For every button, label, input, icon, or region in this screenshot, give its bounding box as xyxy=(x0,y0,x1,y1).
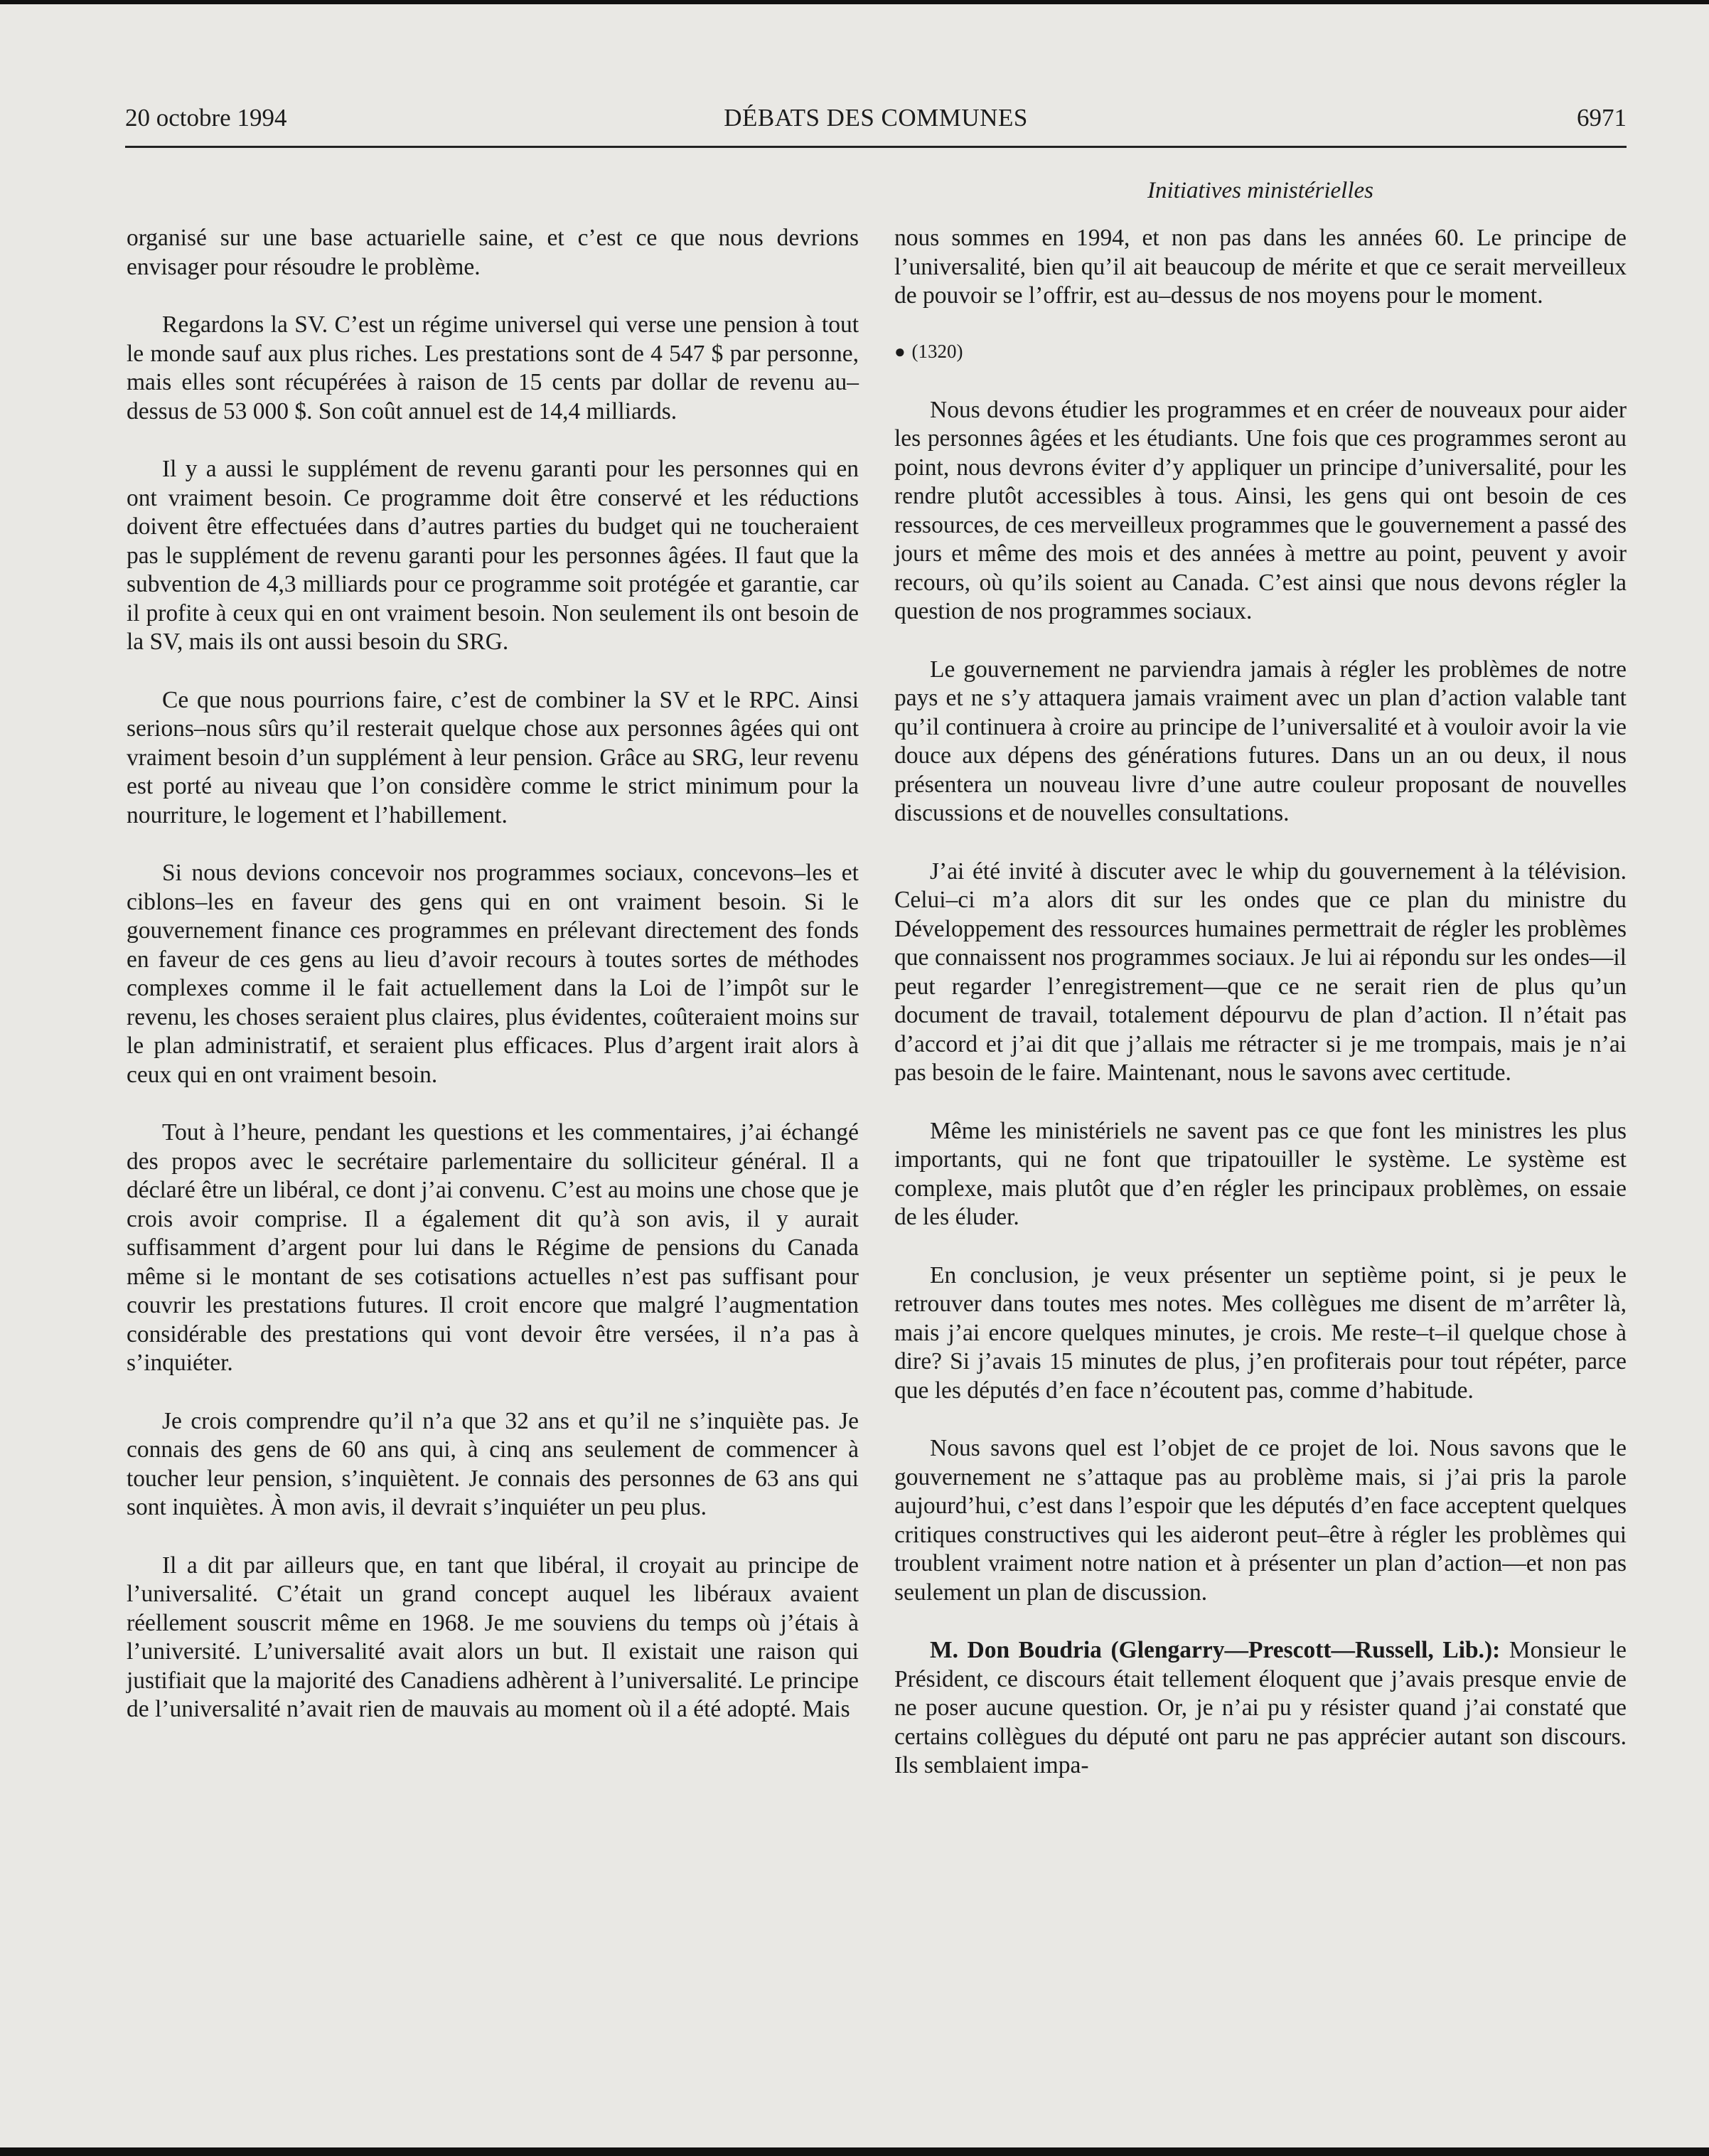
section-title: Initiatives ministérielles xyxy=(1147,178,1374,203)
paragraph: J’ai été invité à discuter avec le whip du gouvernement à la télévision. Celui–ci m’a alors dit sur les ondes que ce plan du ministre du Développement des ressources humaines permettrait de régler les problèmes que connaissent nos programmes sociaux. Je lui ai répondu sur les ondes—il peut regarder l’enregistrement—que ce ne serait rien de plus qu’un document de travail, totalement dépourvu de plan d’action. Il n’était pas d’accord et j’ai dit que j’allais me rétracter si je me trompais, mais je n’ai pas besoin de le faire. Maintenant, nous le savons avec certitude. xyxy=(894,858,1627,1086)
time-marker-text: (1320) xyxy=(911,340,963,362)
scan-edge-bottom xyxy=(0,2147,1709,2156)
paragraph: Le gouvernement ne parviendra jamais à régler les problèmes de notre pays et ne s’y attaquera jamais vraiment avec un plan d’action valable tant qu’il continuera à croire au principe de l’universalité et à vouloir avoir la vie douce aux dépens des générations futures. Dans un an ou deux, il nous présentera un nouveau livre d’une autre couleur proposant de nouvelles discussions et de nouvelles consultations. xyxy=(894,656,1627,826)
left-column xyxy=(127,224,859,1754)
paragraph: Il y a aussi le supplément de revenu garanti pour les personnes qui en ont vraiment besoin. Ce programme doit être conservé et les réductions doivent être effectuées dans d’autres parties du budget qui ne toucheraient pas le supplément de revenu garanti pour les personnes âgées. Il faut que la subvention de 4,3 milliards pour ce programme soit protégée et garantie, car il profite à ceux qui en ont vraiment besoin. Non seulement ils ont besoin de la SV, mais ils ont aussi besoin du SRG. xyxy=(127,456,859,655)
paragraph: nous sommes en 1994, et non pas dans les années 60. Le principe de l’universalité, bien qu’il ait beaucoup de mérite et que ce serait merveilleux de pouvoir se l’offrir, est au–dessus de nos moyens pour le moment. xyxy=(894,225,1627,309)
speaker-name: M. Don Boudria (Glengarry—Prescott—Russell, Lib.): xyxy=(930,1637,1501,1663)
paragraph: Si nous devions concevoir nos programmes sociaux, concevons–les et ciblons–les en faveur des gens qui en ont vraiment besoin. Si le gouvernement finance ces programmes en prélevant directement des fonds en faveur de ces gens au lieu d’avoir recours à toutes sortes de méthodes complexes comme il le fait actuellement dans la Loi de l’impôt sur le revenu, les choses seraient plus claires, plus évidentes, coûteraient moins sur le plan administratif, et seraient plus efficaces. Plus d’argent irait alors à ceux qui en ont vraiment besoin. xyxy=(127,860,859,1088)
paragraph: Nous devons étudier les programmes et en créer de nouveaux pour aider les personnes âgées et les étudiants. Une fois que ces programmes seront au point, nous devrons éviter d’y appliquer un principe d’universalité, pour les rendre plutôt accessibles à tous. Ainsi, les gens qui ont besoin de ces ressources, de ces merveilleux programmes que le gouvernement a passé des jours et même des mois et des années à mettre au point, peuvent y avoir recours, où qu’ils soient au Canada. C’est ainsi que nous devons régler la question de nos programmes sociaux. xyxy=(894,396,1627,624)
speaker-paragraph xyxy=(894,1636,1627,1781)
paragraph: organisé sur une base actuarielle saine, et c’est ce que nous devrions envisager pour résoudre le problème. xyxy=(127,225,859,280)
paragraph: Ce que nous pourrions faire, c’est de combiner la SV et le RPC. Ainsi serions–nous sûrs qu’il resterait quelque chose aux personnes âgées qui ont vraiment besoin d’un supplément à leur pension. Grâce au SRG, leur revenu est porté au niveau que l’on considère comme le strict minimum pour la nourriture, le logement et l’habillement. xyxy=(127,686,859,828)
paragraph: En conclusion, je veux présenter un septième point, si je peux le retrouver dans toutes mes notes. Mes collègues me disent de m’arrêter là, mais j’ai encore quelques minutes, je crois. Me reste–t–il quelque chose à dire? Si j’avais 15 minutes de plus, j’en profiterais pour tout répéter, parce que les députés d’en face n’écoutent pas, comme d’habitude. xyxy=(894,1261,1627,1404)
bullet-icon: ● xyxy=(894,341,906,362)
paragraph: Il a dit par ailleurs que, en tant que libéral, il croyait au principe de l’universalité. C’était un grand concept auquel les libéraux avaient réellement souscrit même en 1968. Je me souviens du temps où j’étais à l’université. L’universalité avait alors un but. Il existait une raison qui justifiait que la majorité des Canadiens adhèrent à l’universalité. Le principe de l’universalité n’avait rien de mauvais au moment où il a été adopté. Mais xyxy=(127,1552,859,1722)
header-page-number: 6971 xyxy=(1577,104,1627,132)
paragraph: Même les ministériels ne savent pas ce que font les ministres les plus importants, qui ne font que tripatouiller le système. Le système est complexe, mais plutôt que d’en régler les principaux problèmes, on essaie de les éluder. xyxy=(894,1117,1627,1230)
scan-edge-top xyxy=(0,0,1709,4)
header-journal-title: DÉBATS DES COMMUNES xyxy=(724,104,1028,132)
right-column xyxy=(894,224,1627,1781)
paragraph: Nous savons quel est l’objet de ce projet de loi. Nous savons que le gouvernement ne s’attaque pas au problème mais, si j’ai pris la parole aujourd’hui, c’est dans l’espoir que les députés d’en face acceptent quelques critiques constructives qui les aideront peut–être à régler les problèmes qui troublent vraiment notre nation et à présenter un plan d’action—et non pas seulement un plan de discussion. xyxy=(894,1435,1627,1606)
header-date: 20 octobre 1994 xyxy=(125,104,287,132)
paragraph: Tout à l’heure, pendant les questions et les commentaires, j’ai échangé des propos avec le secrétaire parlementaire du solliciteur général. Il a déclaré être un libéral, ce dont j’ai convenu. C’est au moins une chose que je crois avoir comprise. Il a également dit qu’à son avis, il y aurait suffisamment d’argent pour lui dans le Régime de pensions du Canada même si le montant de ses cotisations actuelles n’est pas suffisant pour couvrir les prestations futures. Il croit encore que malgré l’augmentation considérable des prestations qui vont devoir être versées, il n’a pas à s’inquiéter. xyxy=(127,1119,859,1376)
paragraph: Je crois comprendre qu’il n’a que 32 ans et qu’il ne s’inquiète pas. Je connais des gens de 60 ans qui, à cinq ans seulement de commencer à toucher leur pension, s’inquiètent. Je connais des personnes de 63 ans qui sont inquiètes. À mon avis, il devrait s’inquiéter un peu plus. xyxy=(127,1407,859,1520)
header-rule xyxy=(125,146,1627,148)
speaker-text: Monsieur le Président, ce discours était tellement éloquent que j’avais presque envie de ne poser aucune question. Or, je n’ai pu y résister quand j’ai constaté que certains collègues du député ont paru ne pas apprécier autant son discours. Ils semblaient impa- xyxy=(894,1637,1627,1778)
paragraph: Regardons la SV. C’est un régime universel qui verse une pension à tout le monde sauf aux plus riches. Les prestations sont de 4 547 $ par personne, mais elles sont récupérées à raison de 15 cents par dollar de revenu au–dessus de 53 000 $. Son coût annuel est de 14,4 milliards. xyxy=(127,311,859,425)
page-header xyxy=(125,98,1627,141)
time-marker xyxy=(894,340,1627,363)
